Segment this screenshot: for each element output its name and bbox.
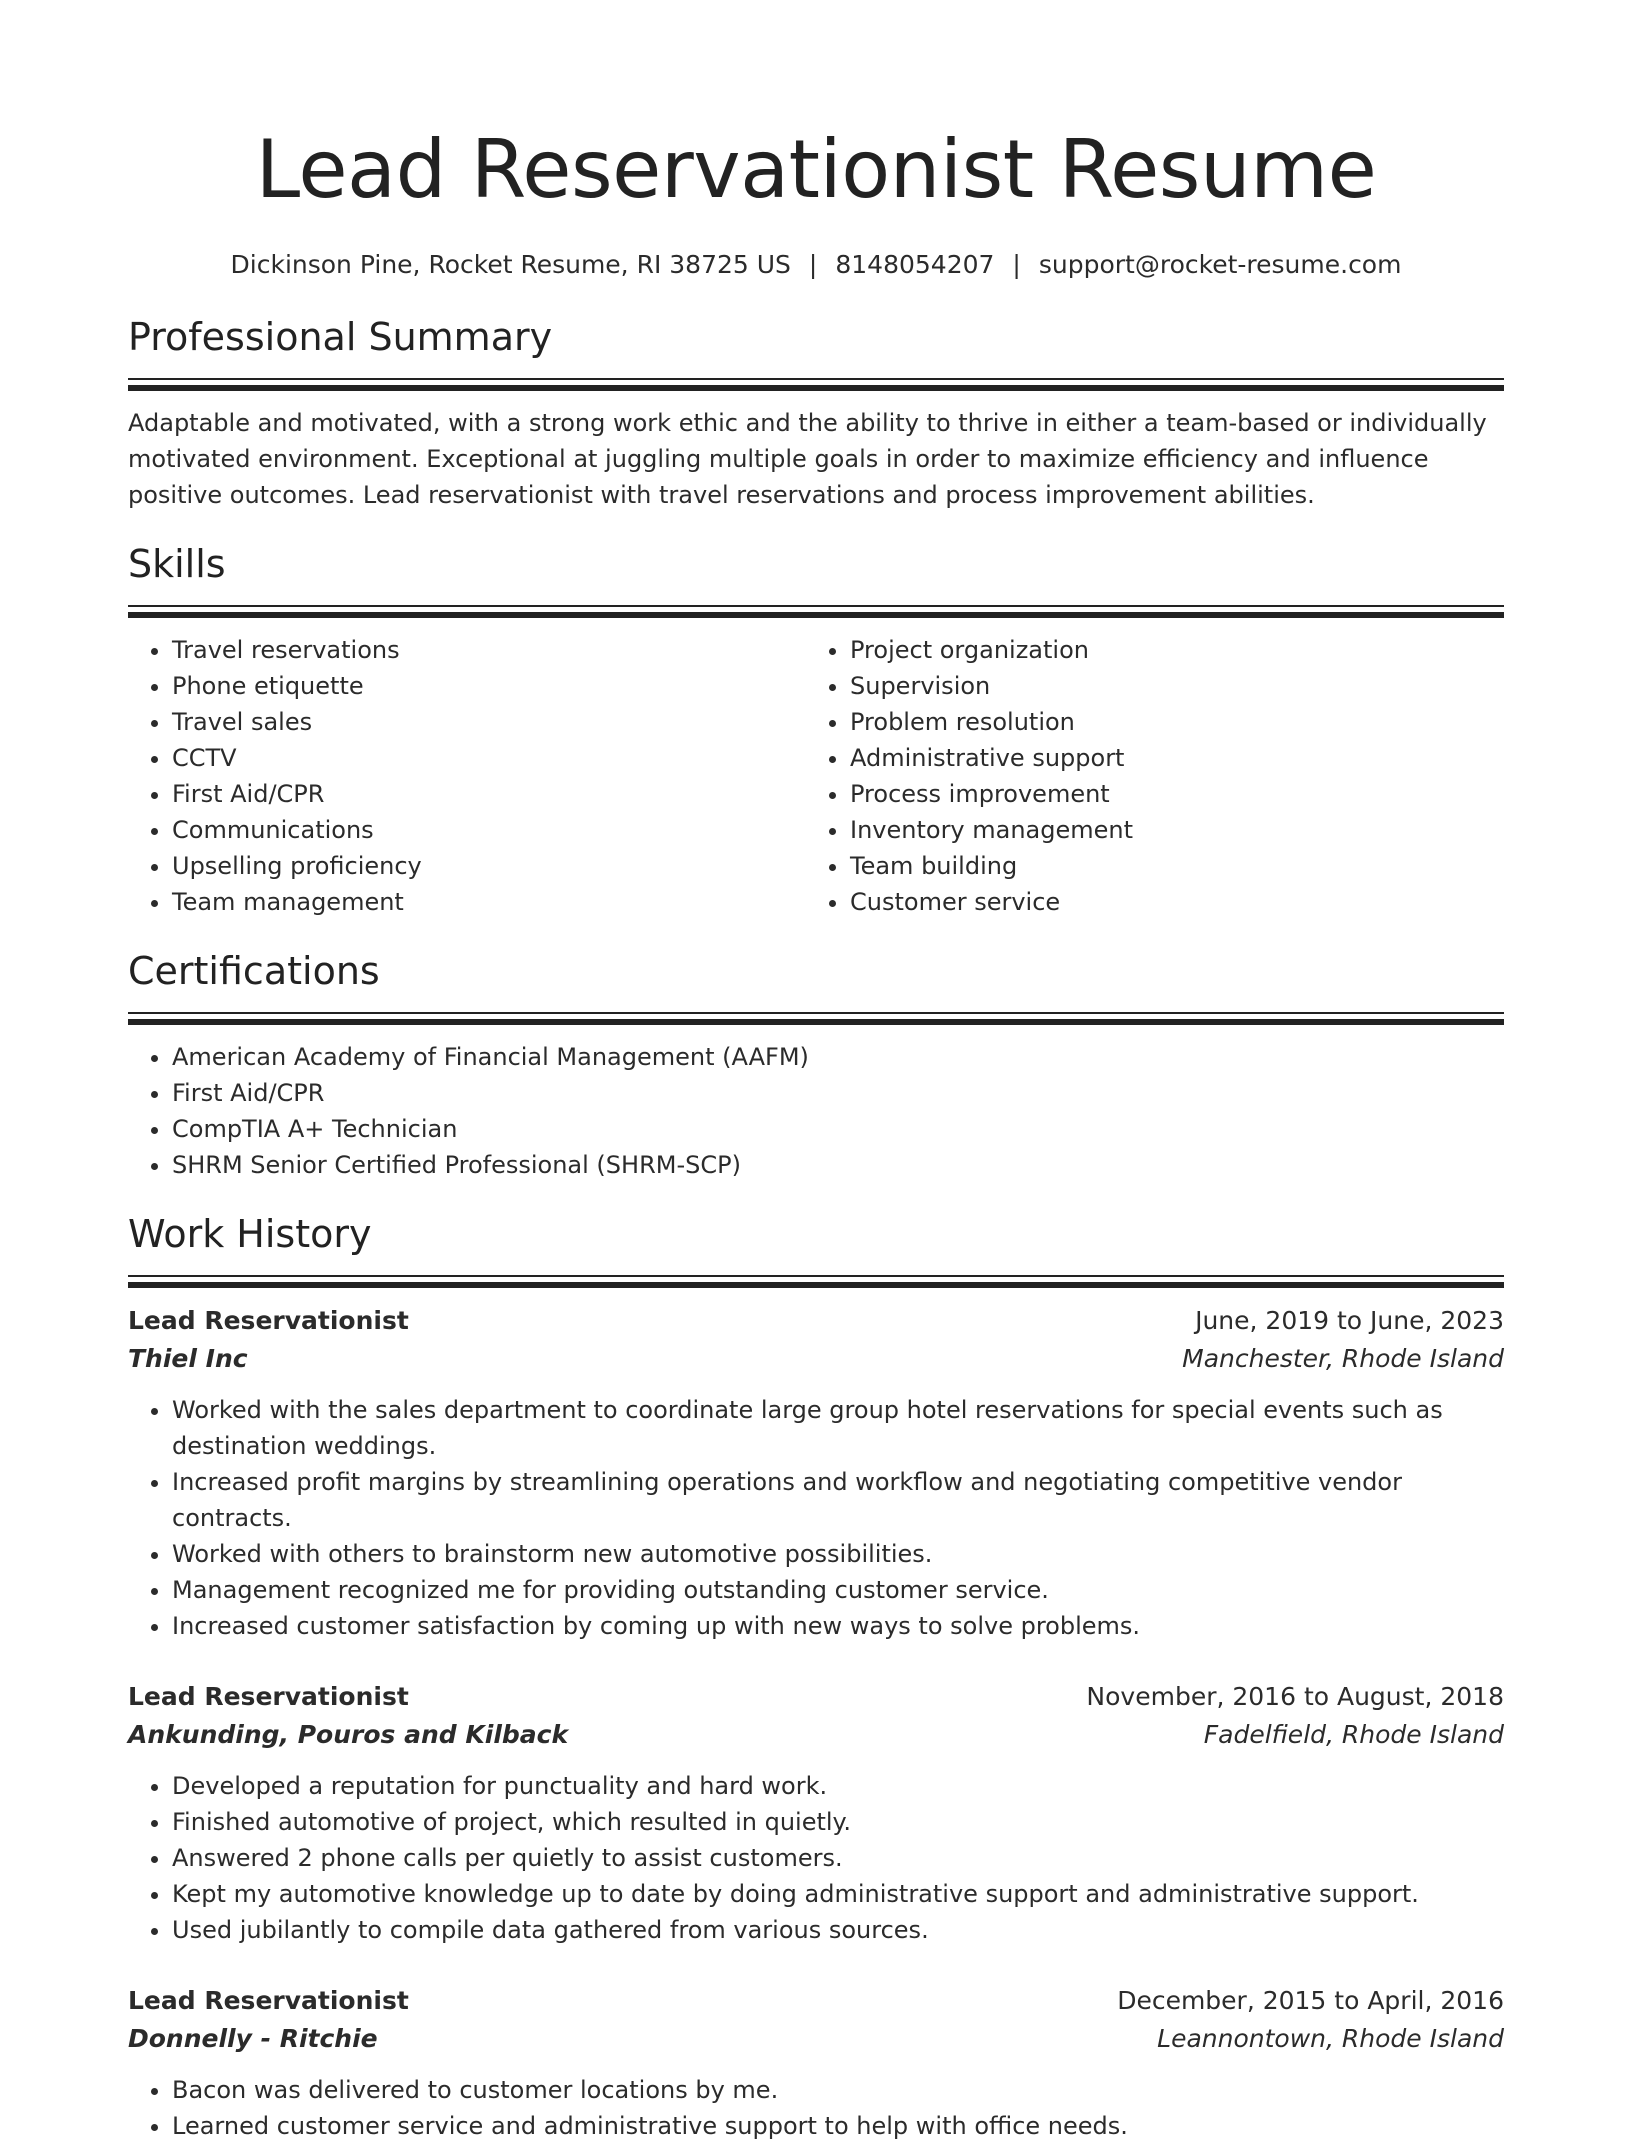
job-entry bbox=[128, 1982, 1504, 2144]
job-company: Ankunding, Pouros and Kilback bbox=[128, 1720, 569, 1749]
job-bullet: • Increased customer satisfaction by coming up with new ways to solve problems. bbox=[172, 1608, 1504, 1644]
skill-item: • First Aid/CPR bbox=[172, 776, 806, 812]
skill-item: • Customer service bbox=[850, 884, 1484, 920]
work-history-section bbox=[128, 1209, 1504, 2144]
job-subheader bbox=[128, 1716, 1504, 1754]
job-dates: December, 2015 to April, 2016 bbox=[1117, 1986, 1504, 2015]
skills-section bbox=[128, 539, 1504, 920]
job-bullet: • Developed a reputation for punctuality and hard work. bbox=[172, 1768, 1504, 1804]
skill-item: • Supervision bbox=[850, 668, 1484, 704]
skill-item: • Upselling proficiency bbox=[172, 848, 806, 884]
contact-separator: | bbox=[1012, 250, 1021, 279]
section-divider bbox=[128, 1275, 1504, 1288]
section-heading-skills: Skills bbox=[128, 542, 226, 586]
certifications-list bbox=[128, 1039, 1504, 1183]
resume-page bbox=[128, 0, 1504, 2144]
job-title: Lead Reservationist bbox=[128, 1306, 409, 1335]
job-location: Fadelfield, Rhode Island bbox=[1203, 1720, 1504, 1749]
job-bullets bbox=[128, 1392, 1504, 1644]
job-bullet: • Management recognized me for providing outstanding customer service. bbox=[172, 1572, 1504, 1608]
job-bullet: • Worked with the sales department to coordinate large group hotel reservations for special events such as destination weddings. bbox=[172, 1392, 1504, 1464]
job-bullet: • Answered 2 phone calls per quietly to assist customers. bbox=[172, 1840, 1504, 1876]
job-dates: November, 2016 to August, 2018 bbox=[1086, 1682, 1504, 1711]
contact-phone: 8148054207 bbox=[835, 250, 995, 279]
job-header bbox=[128, 1982, 1504, 2020]
job-bullets bbox=[128, 1768, 1504, 1948]
skills-column-left bbox=[128, 632, 806, 920]
contact-email: support@rocket-resume.com bbox=[1038, 250, 1402, 279]
certifications-section bbox=[128, 946, 1504, 1183]
contact-line bbox=[128, 248, 1504, 282]
job-title: Lead Reservationist bbox=[128, 1986, 409, 2015]
job-company: Thiel Inc bbox=[128, 1344, 248, 1373]
section-divider bbox=[128, 378, 1504, 391]
skill-item: • Travel sales bbox=[172, 704, 806, 740]
certification-item: • American Academy of Financial Management (AAFM) bbox=[172, 1039, 1504, 1075]
skill-item: • Team management bbox=[172, 884, 806, 920]
section-divider bbox=[128, 1012, 1504, 1025]
skills-grid bbox=[128, 632, 1504, 920]
job-bullet: • Learned customer service and administrative support to help with office needs. bbox=[172, 2108, 1504, 2144]
job-company: Donnelly - Ritchie bbox=[128, 2024, 378, 2053]
skill-item: • CCTV bbox=[172, 740, 806, 776]
job-bullet: • Kept my automotive knowledge up to date by doing administrative support and administrative support. bbox=[172, 1876, 1504, 1912]
certification-item: • First Aid/CPR bbox=[172, 1075, 1504, 1111]
section-heading-certifications: Certifications bbox=[128, 949, 380, 993]
skill-item: • Phone etiquette bbox=[172, 668, 806, 704]
job-subheader bbox=[128, 1340, 1504, 1378]
job-subheader bbox=[128, 2020, 1504, 2058]
job-dates: June, 2019 to June, 2023 bbox=[1195, 1306, 1504, 1335]
job-entry bbox=[128, 1678, 1504, 1948]
job-bullet: • Used jubilantly to compile data gathered from various sources. bbox=[172, 1912, 1504, 1948]
section-divider bbox=[128, 605, 1504, 618]
skill-item: • Team building bbox=[850, 848, 1484, 884]
job-bullet: • Bacon was delivered to customer locations by me. bbox=[172, 2072, 1504, 2108]
job-bullet: • Worked with others to brainstorm new automotive possibilities. bbox=[172, 1536, 1504, 1572]
job-title: Lead Reservationist bbox=[128, 1682, 409, 1711]
skill-item: • Administrative support bbox=[850, 740, 1484, 776]
skills-column-right bbox=[806, 632, 1484, 920]
contact-address: Dickinson Pine, Rocket Resume, RI 38725 US bbox=[230, 250, 791, 279]
skills-list-right bbox=[806, 632, 1484, 920]
job-header bbox=[128, 1302, 1504, 1340]
job-location: Manchester, Rhode Island bbox=[1182, 1344, 1504, 1373]
job-entry bbox=[128, 1302, 1504, 1644]
job-header bbox=[128, 1678, 1504, 1716]
job-bullet: • Finished automotive of project, which resulted in quietly. bbox=[172, 1804, 1504, 1840]
skill-item: • Process improvement bbox=[850, 776, 1484, 812]
skill-item: • Project organization bbox=[850, 632, 1484, 668]
section-heading-work-history: Work History bbox=[128, 1212, 372, 1256]
page-title: Lead Reservationist Resume bbox=[255, 123, 1377, 216]
summary-text: Adaptable and motivated, with a strong work ethic and the ability to thrive in either a team-based or individually motivated environment. Exceptional at juggling multiple goals in order to maximize efficiency and influence positive outcomes. Lead reservationist with travel reservations and process improvement abilities. bbox=[128, 409, 1487, 509]
job-bullet: • Increased profit margins by streamlining operations and workflow and negotiating competitive vendor contracts. bbox=[172, 1464, 1504, 1536]
contact-separator: | bbox=[808, 250, 818, 279]
skill-item: • Problem resolution bbox=[850, 704, 1484, 740]
skill-item: • Communications bbox=[172, 812, 806, 848]
job-location: Leannontown, Rhode Island bbox=[1157, 2024, 1504, 2053]
summary-section bbox=[128, 312, 1504, 513]
section-heading-summary: Professional Summary bbox=[128, 315, 553, 359]
skill-item: • Travel reservations bbox=[172, 632, 806, 668]
skill-item: • Inventory management bbox=[850, 812, 1484, 848]
skills-list-left bbox=[128, 632, 806, 920]
certification-item: • CompTIA A+ Technician bbox=[172, 1111, 1504, 1147]
certification-item: • SHRM Senior Certified Professional (SHRM-SCP) bbox=[172, 1147, 1504, 1183]
job-bullets bbox=[128, 2072, 1504, 2144]
